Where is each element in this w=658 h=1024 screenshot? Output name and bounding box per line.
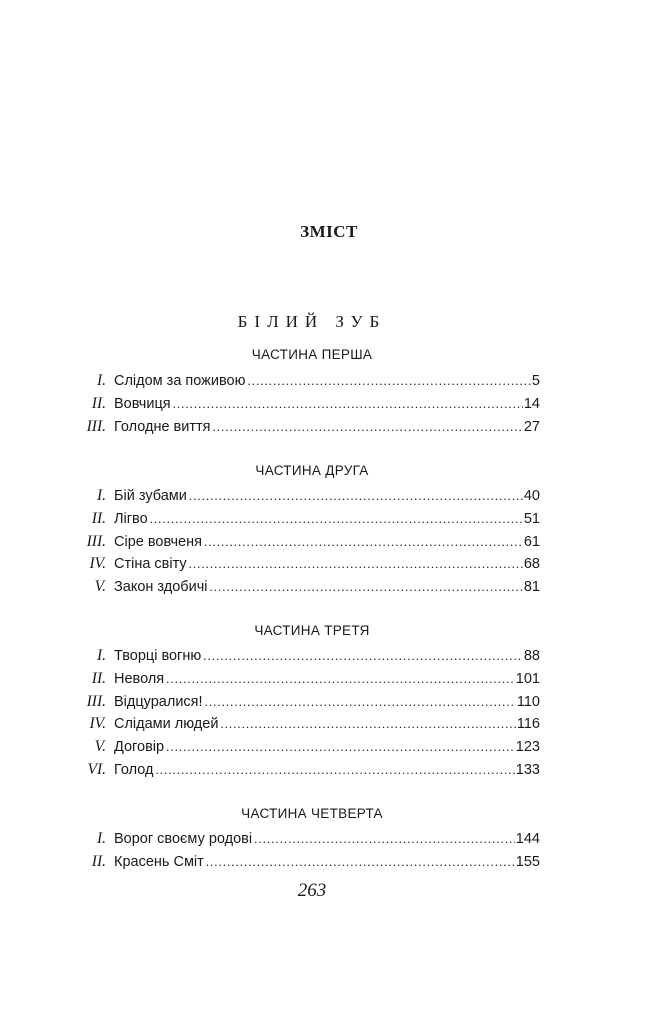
toc-entry [0, 485, 658, 507]
toc-entry-row [114, 553, 540, 575]
part-heading: ЧАСТИНА ЧЕТВЕРТА [241, 806, 383, 821]
chapter-page-number: 110 [516, 693, 540, 710]
dot-leader [213, 416, 523, 438]
toc-entry [0, 759, 658, 781]
chapter-title: Вовчиця [114, 395, 171, 412]
chapter-page-number: 133 [515, 762, 540, 778]
toc-entry-row [114, 370, 540, 392]
chapter-page-number: 61 [523, 533, 540, 550]
chapter-page-number: 88 [523, 648, 540, 664]
chapter-page-number: 5 [531, 373, 540, 389]
chapter-page-number: 51 [523, 510, 540, 527]
toc-entry [0, 393, 658, 415]
toc-entry [0, 508, 658, 530]
chapter-number: I. [96, 372, 106, 389]
chapter-title: Голод [114, 762, 154, 778]
toc-entry [0, 370, 658, 392]
chapter-number: IV. [89, 715, 106, 733]
chapter-title: Бій зубами [114, 488, 187, 504]
chapter-page-number: 101 [515, 670, 540, 687]
part-heading: ЧАСТИНА ДРУГА [255, 463, 369, 478]
chapter-number: III. [86, 532, 106, 550]
toc-entry [0, 416, 658, 438]
toc-entry [0, 736, 658, 758]
chapter-number: II. [91, 509, 106, 527]
dot-leader [189, 485, 523, 507]
page-title: ЗМІСТ [300, 222, 358, 241]
chapter-title: Договір [114, 739, 165, 756]
toc-entry [0, 713, 658, 735]
book-title: БІЛИЙ ЗУБ [237, 312, 387, 331]
toc-entry [0, 553, 658, 575]
chapter-page-number: 68 [523, 556, 540, 573]
dot-leader [204, 531, 523, 553]
chapter-number: I. [96, 830, 106, 847]
chapter-title: Стіна світу [114, 556, 187, 573]
dot-leader [173, 393, 523, 415]
chapter-title: Голодне виття [114, 418, 211, 435]
toc-entry-row [114, 691, 540, 713]
chapter-title: Творці вогню [114, 648, 202, 664]
chapter-number: V. [94, 578, 106, 596]
toc-entry [0, 668, 658, 690]
chapter-page-number: 40 [523, 488, 540, 504]
toc-entry-row [114, 393, 540, 415]
toc-entry-row [114, 508, 540, 530]
toc-entry-row [114, 485, 540, 507]
toc-entry-row [114, 713, 540, 735]
chapter-title: Сіре вовченя [114, 533, 202, 550]
part-heading: ЧАСТИНА ТРЕТЯ [254, 623, 370, 638]
page-number: 263 [297, 880, 327, 901]
chapter-number: II. [91, 669, 106, 687]
chapter-title: Неволя [114, 670, 165, 687]
chapter-title: Ворог своєму родові [114, 831, 253, 847]
chapter-number: II. [91, 394, 106, 412]
chapter-page-number: 116 [516, 716, 540, 733]
part-heading: ЧАСТИНА ПЕРША [251, 347, 373, 362]
toc-entry-row [114, 851, 540, 873]
chapter-title: Слідом за поживою [114, 373, 246, 389]
chapter-number: III. [86, 417, 106, 435]
toc-entry-row [114, 645, 540, 667]
toc-entry-row [114, 736, 540, 758]
toc-entry-row [114, 828, 540, 850]
toc-entry-row [114, 668, 540, 690]
dot-leader [150, 508, 523, 530]
toc-entry-row [114, 759, 540, 781]
chapter-title: Відцуралися! [114, 693, 203, 710]
toc-entry-row [114, 416, 540, 438]
dot-leader [209, 576, 522, 598]
dot-leader [203, 645, 523, 667]
dot-leader [166, 668, 515, 690]
chapter-page-number: 144 [515, 831, 540, 847]
dot-leader [220, 713, 515, 735]
dot-leader [155, 759, 514, 781]
toc-entry [0, 645, 658, 667]
dot-leader [205, 691, 516, 713]
chapter-page-number: 155 [515, 853, 540, 870]
dot-leader [247, 370, 530, 392]
chapter-number: I. [96, 487, 106, 504]
chapter-page-number: 123 [515, 739, 540, 756]
chapter-number: III. [86, 692, 106, 710]
chapter-page-number: 14 [523, 395, 540, 412]
chapter-title: Закон здобичі [114, 579, 208, 596]
chapter-number: IV. [89, 555, 106, 573]
toc-entry [0, 828, 658, 850]
toc-entry [0, 691, 658, 713]
chapter-number: V. [94, 738, 106, 756]
toc-entry-row [114, 531, 540, 553]
chapter-number: I. [96, 647, 106, 664]
chapter-page-number: 27 [523, 418, 540, 435]
dot-leader [166, 736, 515, 758]
chapter-page-number: 81 [523, 579, 540, 596]
chapter-title: Красень Сміт [114, 853, 204, 870]
toc-entry [0, 531, 658, 553]
dot-leader [189, 553, 523, 575]
chapter-number: VI. [87, 761, 106, 778]
dot-leader [254, 828, 515, 850]
toc-entry-row [114, 576, 540, 598]
dot-leader [206, 851, 515, 873]
chapter-number: II. [91, 852, 106, 870]
chapter-title: Лігво [114, 510, 148, 527]
chapter-title: Слідами людей [114, 716, 219, 733]
toc-entry [0, 851, 658, 873]
toc-entry [0, 576, 658, 598]
